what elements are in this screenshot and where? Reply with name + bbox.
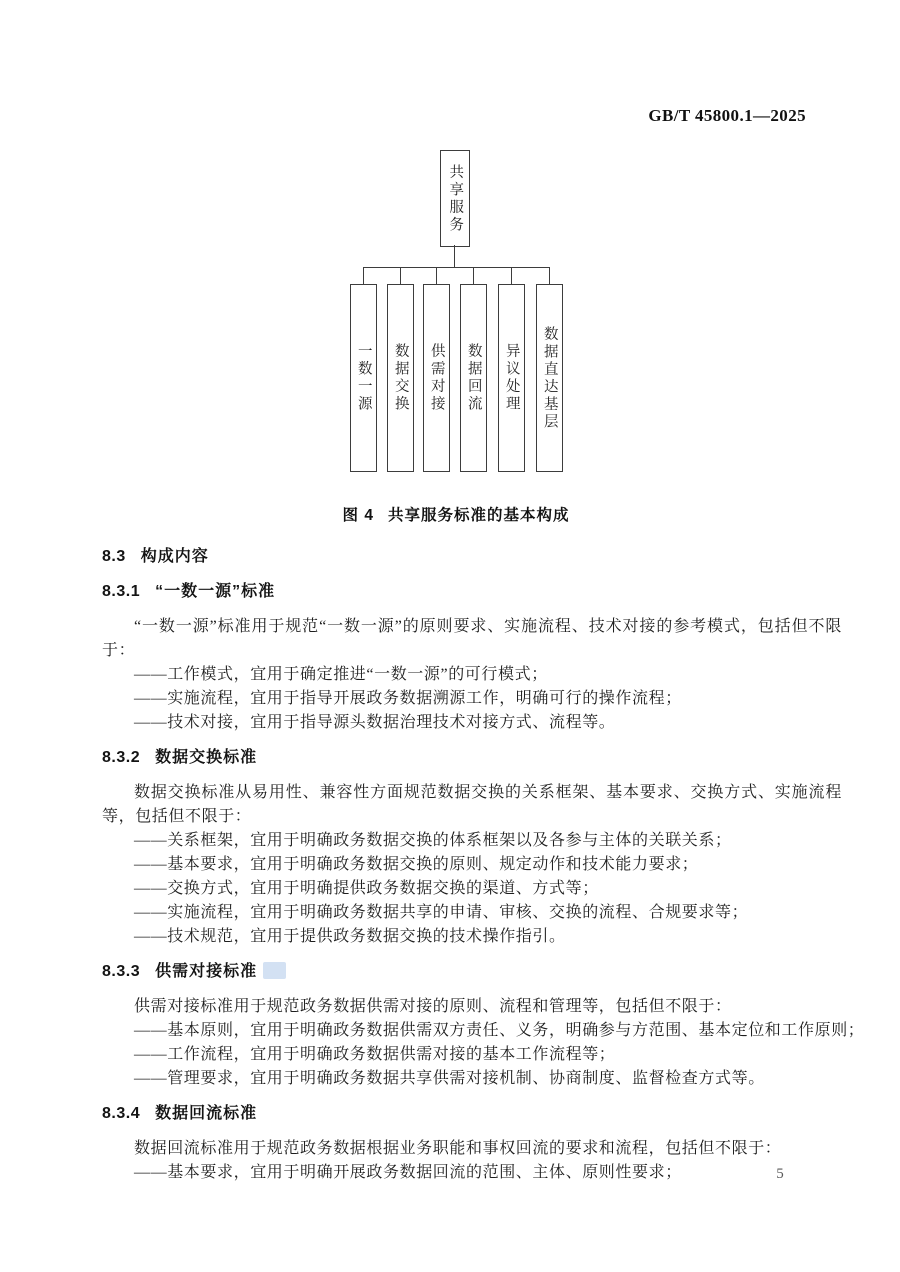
figure-child-box [498,284,525,472]
figure-caption [6,503,900,525]
figure-child-box [460,284,487,472]
connector-stub [549,267,550,285]
section-title: “一数一源”标准 [155,583,276,600]
section-number: 8.3.4 [102,1105,141,1122]
figure-child-label: 数据直达基层 [541,325,558,431]
connector-trunk-line [454,245,455,268]
figure-caption-number: 图 4 [342,507,374,524]
section-heading-8-3-4 [102,1102,842,1126]
section-number: 8.3.2 [102,749,141,766]
list-item: ——基本要求，宜用于明确开展政务数据回流的范围、主体、原则性要求； [134,1164,682,1181]
figure-root-label: 共享服务 [447,163,464,234]
list-item: ——实施流程，宜用于明确政务数据共享的申请、审核、交换的流程、合规要求等； [134,904,749,921]
paragraph: 数据交换标准从易用性、兼容性方面规范数据交换的关系框架、基本要求、交换方式、实施流程等，包括但不限于： [102,784,842,825]
section-title: 构成内容 [140,548,209,565]
section-heading-8-3 [102,545,842,569]
standard-number: GB/T 45800.1—2025 [648,106,806,125]
section-heading-8-3-3 [102,960,842,984]
section-number: 8.3.3 [102,963,141,980]
connector-stub [511,267,512,285]
paragraph: 供需对接标准用于规范政务数据供需对接的原则、流程和管理等，包括但不限于： [134,998,732,1015]
figure-child-label: 供需对接 [428,343,445,413]
paragraph: 数据回流标准用于规范政务数据根据业务职能和事权回流的要求和流程，包括但不限于： [134,1140,782,1157]
figure-child-box [423,284,450,472]
connector-stub [436,267,437,285]
connector-horizontal-line [363,267,550,268]
paragraph: “一数一源”标准用于规范“一数一源”的原则要求、实施流程、技术对接的参考模式，包括但不限于： [102,618,842,659]
section-body-8-3-4 [102,1137,842,1185]
section-title: 供需对接标准 [155,963,258,980]
section-heading-8-3-1 [102,580,842,604]
figure-caption-text: 共享服务标准的基本构成 [387,507,570,524]
figure-child-box [536,284,563,472]
section-number: 8.3.1 [102,583,141,600]
page-number: 5 [776,1166,784,1182]
list-item: ——技术对接，宜用于指导源头数据治理技术对接方式、流程等。 [134,714,616,731]
section-body-8-3-3 [102,995,865,1091]
section-body-8-3-1 [102,615,842,735]
list-item: ——关系框架，宜用于明确政务数据交换的体系框架以及各参与主体的关联关系； [134,832,732,849]
list-item: ——基本要求，宜用于明确政务数据交换的原则、规定动作和技术能力要求； [134,856,699,873]
document-body [102,534,865,1196]
section-heading-8-3-2 [102,746,842,770]
figure-child-box [387,284,414,472]
list-item: ——实施流程，宜用于指导开展政务数据溯源工作，明确可行的操作流程； [134,690,682,707]
list-item: ——交换方式，宜用于明确提供政务数据交换的渠道、方式等； [134,880,599,897]
figure-child-label: 一数一源 [355,343,372,413]
list-item: ——基本原则，宜用于明确政务数据供需双方责任、义务，明确参与方范围、基本定位和工作原则； [134,1022,865,1039]
connector-stub [473,267,474,285]
figure-child-label: 异议处理 [503,343,520,413]
connector-stub [363,267,364,285]
section-title: 数据交换标准 [155,749,258,766]
section-title: 数据回流标准 [155,1105,258,1122]
figure-child-label: 数据交换 [392,343,409,413]
connector-stub [400,267,401,285]
list-item: ——工作模式，宜用于确定推进“一数一源”的可行模式； [134,666,548,683]
figure-child-label: 数据回流 [465,343,482,413]
figure-child-box [350,284,377,472]
figure-diagram [0,0,900,500]
list-item: ——技术规范，宜用于提供政务数据交换的技术操作指引。 [134,928,566,945]
section-body-8-3-2 [102,781,842,949]
list-item: ——管理要求，宜用于明确政务数据共享供需对接机制、协商制度、监督检查方式等。 [134,1070,765,1087]
list-item: ——工作流程，宜用于明确政务数据供需对接的基本工作流程等； [134,1046,616,1063]
section-number: 8.3 [102,548,126,565]
figure-root-box [440,150,470,247]
